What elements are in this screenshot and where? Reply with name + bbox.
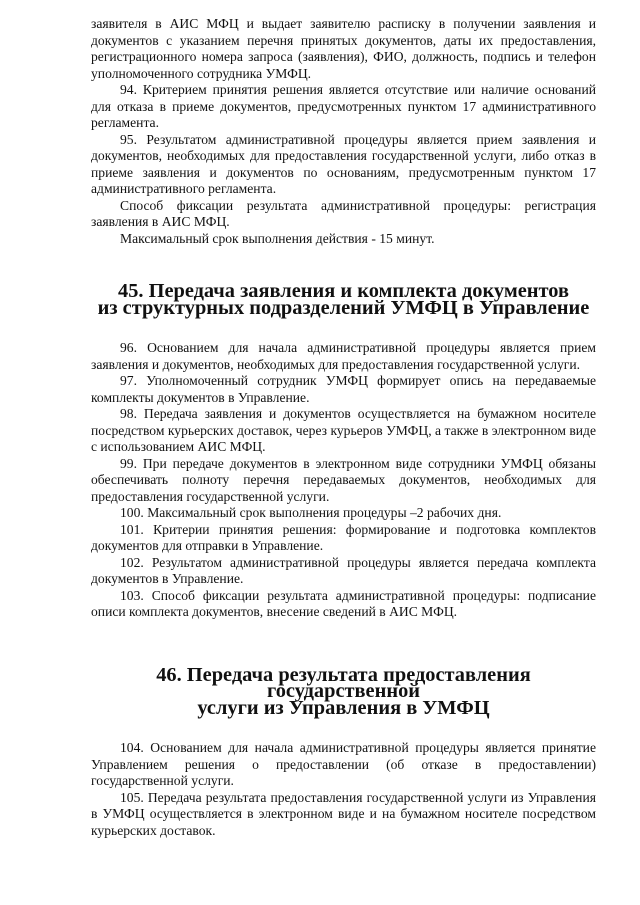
- paragraph-94: 94. Критерием принятия решения является отсутствие или наличие оснований для отказа в приеме документов, предусмотренных пунктом 17 административного регламента.: [91, 82, 596, 130]
- paragraph-max-time: Максимальный срок выполнения действия - 15 минут.: [120, 230, 435, 246]
- paragraph-104: 104. Основанием для начала административной процедуры является принятие Управлением решения о предоставлении (об отказе в предоставлении) государственной услуги.: [91, 740, 596, 788]
- paragraph-99: 99. При передаче документов в электронном виде сотрудники УМФЦ обязаны обеспечивать полноту перечня передаваемых документов, необходимых для предоставления государственной услуги.: [91, 455, 596, 504]
- spacer: [91, 621, 596, 667]
- section-46-heading: [91, 663, 596, 719]
- section-46-title-line2: услуги из Управления в УМФЦ: [197, 696, 490, 719]
- section-45-title-line2: из структурных подразделений УМФЦ в Управление: [97, 296, 590, 319]
- paragraph-102: 102. Результатом административной процедуры является передача комплекта документов в Управление.: [91, 554, 596, 586]
- spacer: [91, 716, 596, 740]
- paragraph-continuation: заявителя в АИС МФЦ и выдает заявителю расписку в получении заявления и документов с указанием перечня принятых документов, даты их предоставления, регистрационного номера запроса (заявления), ФИО, должность, подпись и телефон уполномоченного сотрудника УМФЦ.: [91, 16, 596, 81]
- section-45-heading: [91, 280, 596, 319]
- spacer: [91, 316, 596, 340]
- paragraph-98: 98. Передача заявления и документов осуществляется на бумажном носителе посредством курьерских доставок, через курьеров УМФЦ, а также в электронном виде с использованием АИС МФЦ.: [91, 406, 596, 454]
- paragraph-100: 100. Максимальный срок выполнения процедуры –2 рабочих дня.: [120, 505, 502, 520]
- paragraph-95: 95. Результатом административной процедуры является прием заявления и документов, необходимых для предоставления государственной услуги, либо отказ в приеме заявления и документов по основаниям, предусмотренным пунктом 17 административного регламента.: [91, 131, 596, 196]
- paragraph-103: 103. Способ фиксации результата административной процедуры: подписание описи комплекта документов, внесение сведений в АИС МФЦ.: [91, 587, 596, 619]
- paragraph-97: 97. Уполномоченный сотрудник УМФЦ формирует опись на передаваемые комплекты документов в Управление.: [91, 373, 596, 405]
- spacer: [91, 247, 596, 283]
- paragraph-105: 105. Передача результата предоставления государственной услуги из Управления в УМФЦ осуществляется в электронном виде и на бумажном носителе посредством курьерских доставок.: [91, 789, 596, 838]
- section-46-title-line1: 46. Передача результата предоставления государственной: [156, 663, 531, 702]
- paragraph-96: 96. Основанием для начала административной процедуры является прием заявления и документов, необходимых для предоставления государственной услуги.: [91, 340, 596, 372]
- paragraph-fixation-method: Способ фиксации результата административной процедуры: регистрация заявления в АИС МФЦ.: [91, 197, 596, 229]
- section-45-title-line1: 45. Передача заявления и комплекта документов: [118, 280, 569, 302]
- paragraph-101: 101. Критерии принятия решения: формирование и подготовка комплектов документов для отправки в Управление.: [91, 521, 596, 553]
